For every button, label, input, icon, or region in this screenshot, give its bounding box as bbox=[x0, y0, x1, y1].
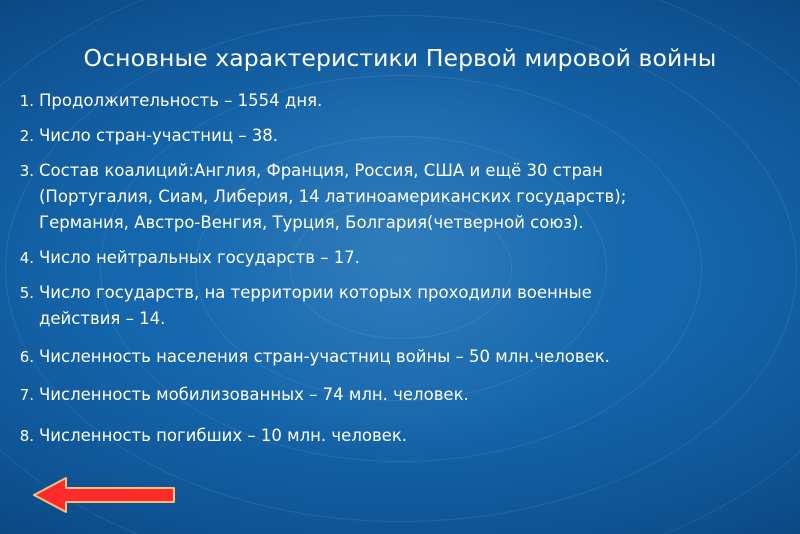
list-item-number: 7. bbox=[19, 386, 34, 404]
list-item-line: Состав коалиций:Англия, Франция, Россия, США и ещё 30 стран bbox=[39, 161, 603, 180]
list-item-line: Численность погибших – 10 млн. человек. bbox=[39, 426, 408, 445]
list-item bbox=[0, 245, 800, 271]
list-item-number: 3. bbox=[19, 162, 34, 180]
list-item-number: 1. bbox=[19, 92, 34, 110]
list-item-line: действия – 14. bbox=[39, 309, 166, 328]
list-item-number: 2. bbox=[19, 127, 34, 145]
slide-title: Основные характеристики Первой мировой войны bbox=[83, 44, 717, 72]
list-item-line: Германия, Австро-Венгия, Турция, Болгария(четверной союз). bbox=[39, 213, 584, 232]
list-item bbox=[0, 158, 800, 236]
list-item bbox=[0, 382, 800, 408]
list-item bbox=[0, 344, 800, 370]
list-item-number: 8. bbox=[19, 427, 34, 445]
list-item bbox=[0, 423, 800, 449]
list-item-number: 6. bbox=[19, 348, 34, 366]
list-item-number: 4. bbox=[19, 249, 34, 267]
list-item-text bbox=[39, 382, 788, 408]
list-item-text bbox=[39, 158, 788, 236]
characteristics-list bbox=[0, 88, 800, 449]
list-item-line: Численность мобилизованных – 74 млн. человек. bbox=[39, 385, 469, 404]
list-item-text bbox=[39, 245, 788, 271]
list-item-line: Численность населения стран-участниц войны – 50 млн.человек. bbox=[39, 347, 610, 366]
list-item-text bbox=[39, 280, 788, 332]
back-arrow-icon[interactable] bbox=[30, 475, 178, 515]
list-item bbox=[0, 88, 800, 114]
list-item-line: Число нейтральных государств – 17. bbox=[39, 248, 360, 267]
list-item-line: (Португалия, Сиам, Либерия, 14 латиноамериканских государств); bbox=[39, 187, 627, 206]
list-item-text bbox=[39, 88, 788, 114]
list-item-line: Число государств, на территории которых проходили военные bbox=[39, 283, 592, 302]
list-item-line: Продолжительность – 1554 дня. bbox=[39, 91, 323, 110]
list-item-line: Число стран-участниц – 38. bbox=[39, 126, 279, 145]
list-item-text bbox=[39, 123, 788, 149]
list-item-text bbox=[39, 423, 788, 449]
list-item-number: 5. bbox=[19, 284, 34, 302]
list-item bbox=[0, 123, 800, 149]
list-item-text bbox=[39, 344, 788, 370]
list-item bbox=[0, 280, 800, 332]
